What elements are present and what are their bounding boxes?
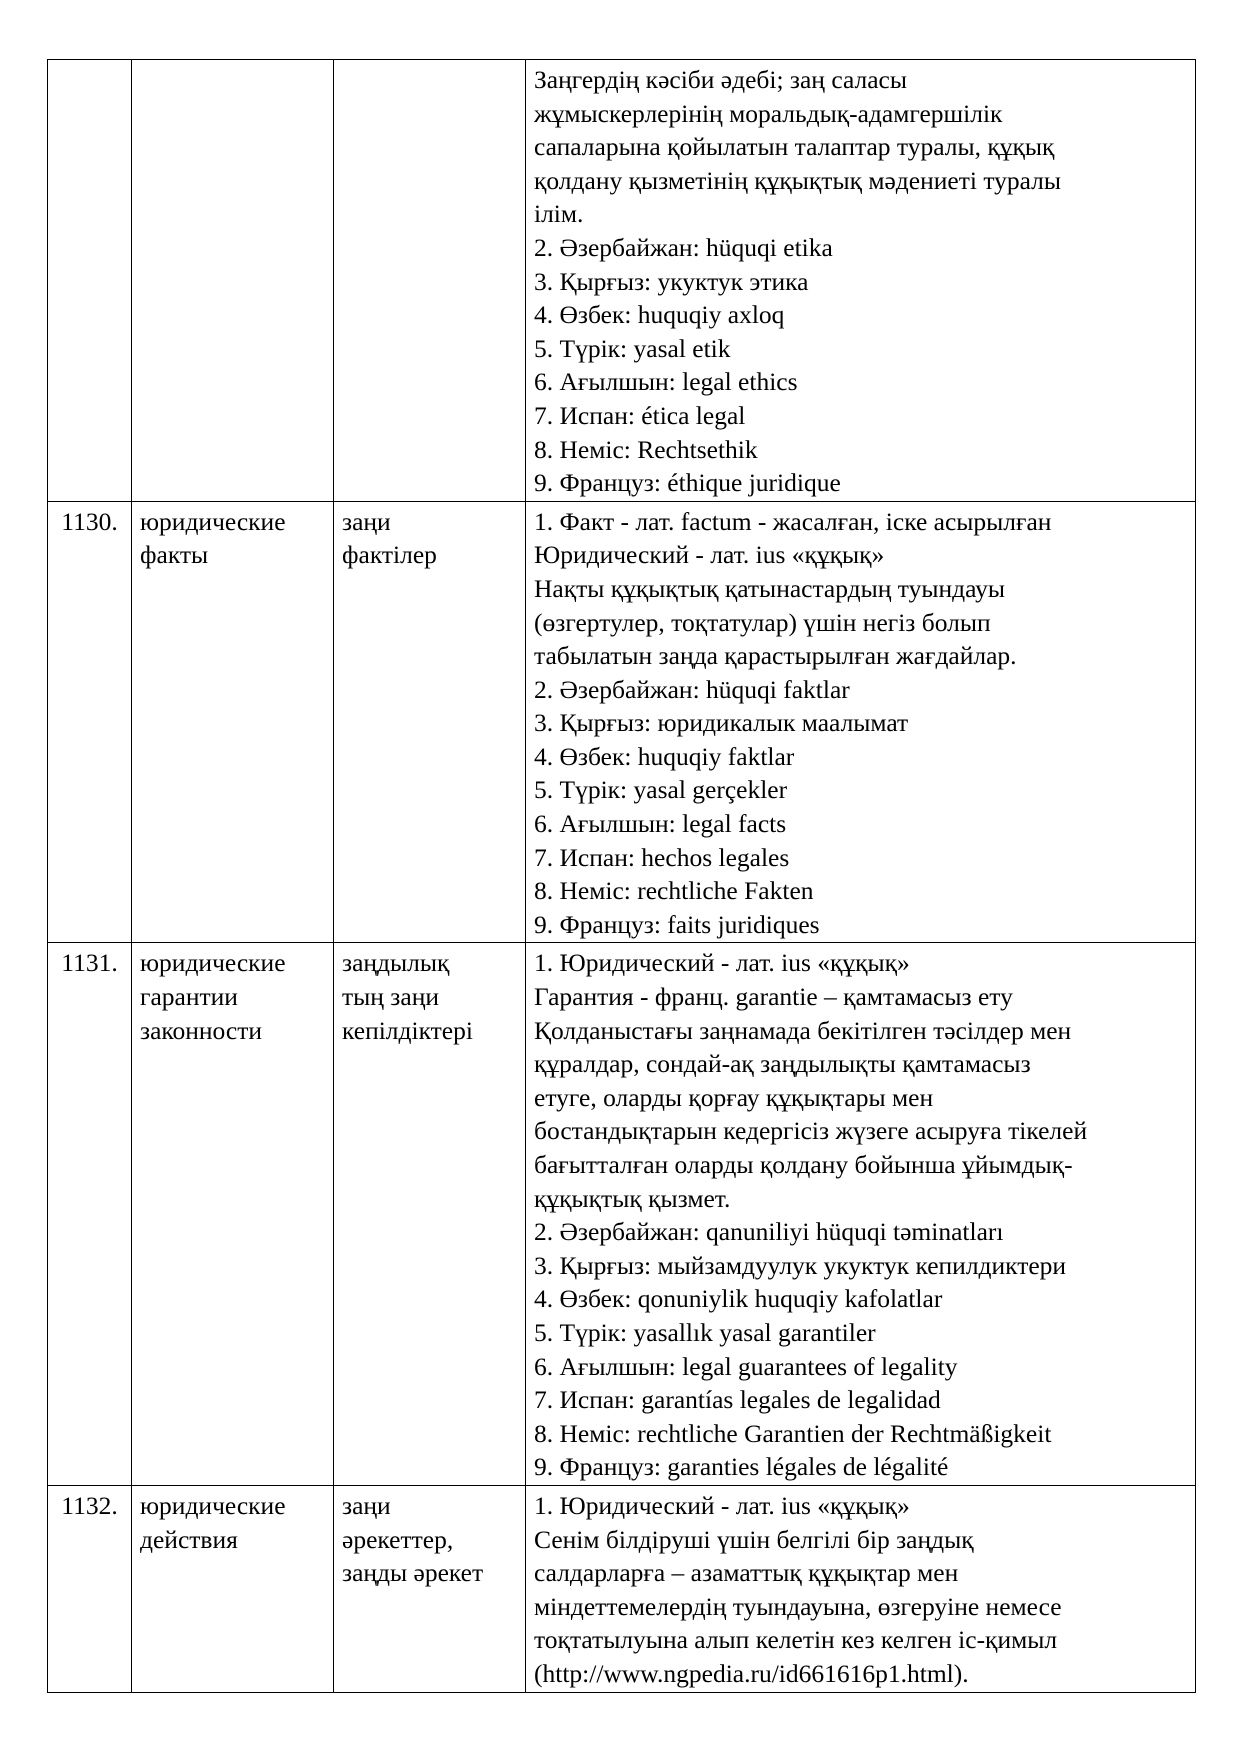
russian-term-cell — [132, 60, 334, 502]
kazakh-term-line: заңи — [342, 506, 391, 536]
definition-line: (өзгертулер, тоқтатулар) үшін негіз болып — [534, 607, 991, 637]
definition-line: тоқтатылуына алып келетін кез келген іс-қимыл — [534, 1625, 1058, 1655]
definition-cell — [526, 501, 1196, 943]
russian-term-line: юридические — [140, 506, 286, 536]
russian-term-line: действия — [140, 1524, 238, 1554]
definition-line: 5. Түрік: yasal etik — [534, 333, 731, 363]
kazakh-term-cell — [334, 60, 526, 502]
definition-line: 9. Француз: éthique juridique — [534, 468, 841, 498]
russian-term-line: юридические — [140, 1490, 286, 1520]
definition-line: табылатын заңда қарастырылған жағдайлар. — [534, 641, 1017, 671]
russian-term-line: факты — [140, 540, 209, 570]
definition-line: 5. Түрік: yasallık yasal garantiler — [534, 1317, 876, 1347]
definition-line: 1. Юридический - лат. ius «құқық» — [534, 948, 910, 978]
definition-line: 3. Қырғыз: юридикалык маалымат — [534, 708, 909, 738]
entry-number: 1131. — [48, 943, 132, 1486]
russian-term-line: гарантии — [140, 982, 238, 1012]
kazakh-term-line: фактілер — [342, 540, 437, 570]
glossary-body — [48, 60, 1196, 1693]
kazakh-term-line: заңи — [342, 1490, 391, 1520]
kazakh-term-line: кепілдіктері — [342, 1015, 473, 1045]
definition-line: бостандықтарын кедергісіз жүзеге асыруға тікелей — [534, 1116, 1088, 1146]
definition-line: етуге, оларды қорғау құқықтары мен — [534, 1082, 934, 1112]
entry-number: 1130. — [48, 501, 132, 943]
kazakh-term-line: заңды әрекет — [342, 1558, 484, 1588]
russian-term-line: законности — [140, 1015, 263, 1045]
definition-line: бағытталған оларды қолдану бойынша ұйымдық- — [534, 1150, 1073, 1179]
definition-line: 6. Ағылшын: legal ethics — [534, 367, 798, 397]
russian-term-cell — [132, 501, 334, 943]
definition-line: құралдар, сондай-ақ заңдылықты қамтамасыз — [534, 1049, 1031, 1079]
definition-line: (http://www.ngpedia.ru/id661616p1.html). — [534, 1658, 969, 1688]
definition-line: Юридический - лат. ius «құқық» — [534, 540, 885, 570]
definition-line: Сенім білдіруші үшін белгілі бір заңдық — [534, 1524, 974, 1554]
definition-line: 6. Ағылшын: legal facts — [534, 809, 787, 839]
table-row — [48, 60, 1196, 502]
definition-line: 8. Неміс: rechtliche Garantien der Rechtmäßigkeit — [534, 1418, 1052, 1448]
definition-line: 8. Неміс: Rechtsethik — [534, 434, 758, 464]
definition-line: сапаларына қойылатын талаптар туралы, құқық — [534, 132, 1055, 162]
definition-line: 7. Испан: garantías legales de legalidad — [534, 1385, 941, 1415]
definition-line: 9. Француз: faits juridiques — [534, 909, 820, 939]
definition-cell — [526, 943, 1196, 1486]
entry-number — [48, 60, 132, 502]
definition-line: 5. Түрік: yasal gerçekler — [534, 775, 788, 805]
definition-line: 4. Өзбек: huquqiy axloq — [534, 300, 785, 330]
definition-line: 2. Әзербайжан: qanuniliyi hüquqi təminatları — [534, 1217, 1004, 1247]
glossary-table — [47, 59, 1196, 1693]
kazakh-term-cell — [334, 501, 526, 943]
kazakh-term-cell — [334, 943, 526, 1486]
definition-line: Заңгердің кәсіби әдебі; заң саласы — [534, 65, 907, 94]
russian-term-cell — [132, 1485, 334, 1692]
russian-term-line: юридические — [140, 948, 286, 978]
definition-line: 4. Өзбек: huquqiy faktlar — [534, 741, 795, 771]
kazakh-term-cell — [334, 1485, 526, 1692]
definition-line: салдарларға – азаматтық құқықтар мен — [534, 1558, 959, 1588]
kazakh-term-line: әрекеттер, — [342, 1524, 454, 1554]
definition-line: 1. Юридический - лат. ius «құқық» — [534, 1490, 910, 1520]
table-row — [48, 943, 1196, 1486]
definition-line: 2. Әзербайжан: hüquqi etika — [534, 232, 833, 262]
definition-line: міндеттемелердің туындауына, өзгеруіне немесе — [534, 1591, 1062, 1621]
definition-line: Гарантия - франц. garantie – қамтамасыз ету — [534, 982, 1013, 1012]
definition-line: 4. Өзбек: qonuniylik huquqiy kafolatlar — [534, 1284, 943, 1314]
table-row — [48, 501, 1196, 943]
russian-term-cell — [132, 943, 334, 1486]
definition-line: 9. Француз: garanties légales de légalité — [534, 1452, 949, 1482]
definition-line: құқықтық қызмет. — [534, 1183, 731, 1213]
definition-line: Қолданыстағы заңнамада бекітілген тәсілдер мен — [534, 1015, 1072, 1045]
definition-line: 6. Ағылшын: legal guarantees of legality — [534, 1351, 958, 1381]
definition-line: жұмыскерлерінің моральдық-адамгершілік — [534, 98, 1003, 128]
kazakh-term-line: тың заңи — [342, 982, 439, 1012]
definition-line: 8. Неміс: rechtliche Fakten — [534, 876, 814, 906]
table-row — [48, 1485, 1196, 1692]
definition-cell — [526, 1485, 1196, 1692]
definition-line: қолдану қызметінің құқықтық мәдениеті туралы — [534, 165, 1062, 195]
definition-line: 3. Қырғыз: укуктук этика — [534, 266, 809, 296]
definition-line: 3. Қырғыз: мыйзамдуулук укуктук кепилдиктери — [534, 1250, 1067, 1280]
kazakh-term-line: заңдылық — [342, 948, 450, 978]
definition-line: ілім. — [534, 199, 584, 229]
definition-line: Нақты құқықтық қатынастардың туындауы — [534, 573, 1006, 603]
definition-line: 2. Әзербайжан: hüquqi faktlar — [534, 674, 850, 704]
definition-line: 7. Испан: ética legal — [534, 400, 746, 430]
definition-line: 1. Факт - лат. factum - жасалған, іске асырылған — [534, 506, 1052, 536]
definition-line: 7. Испан: hechos legales — [534, 842, 790, 872]
entry-number: 1132. — [48, 1485, 132, 1692]
definition-cell — [526, 60, 1196, 502]
